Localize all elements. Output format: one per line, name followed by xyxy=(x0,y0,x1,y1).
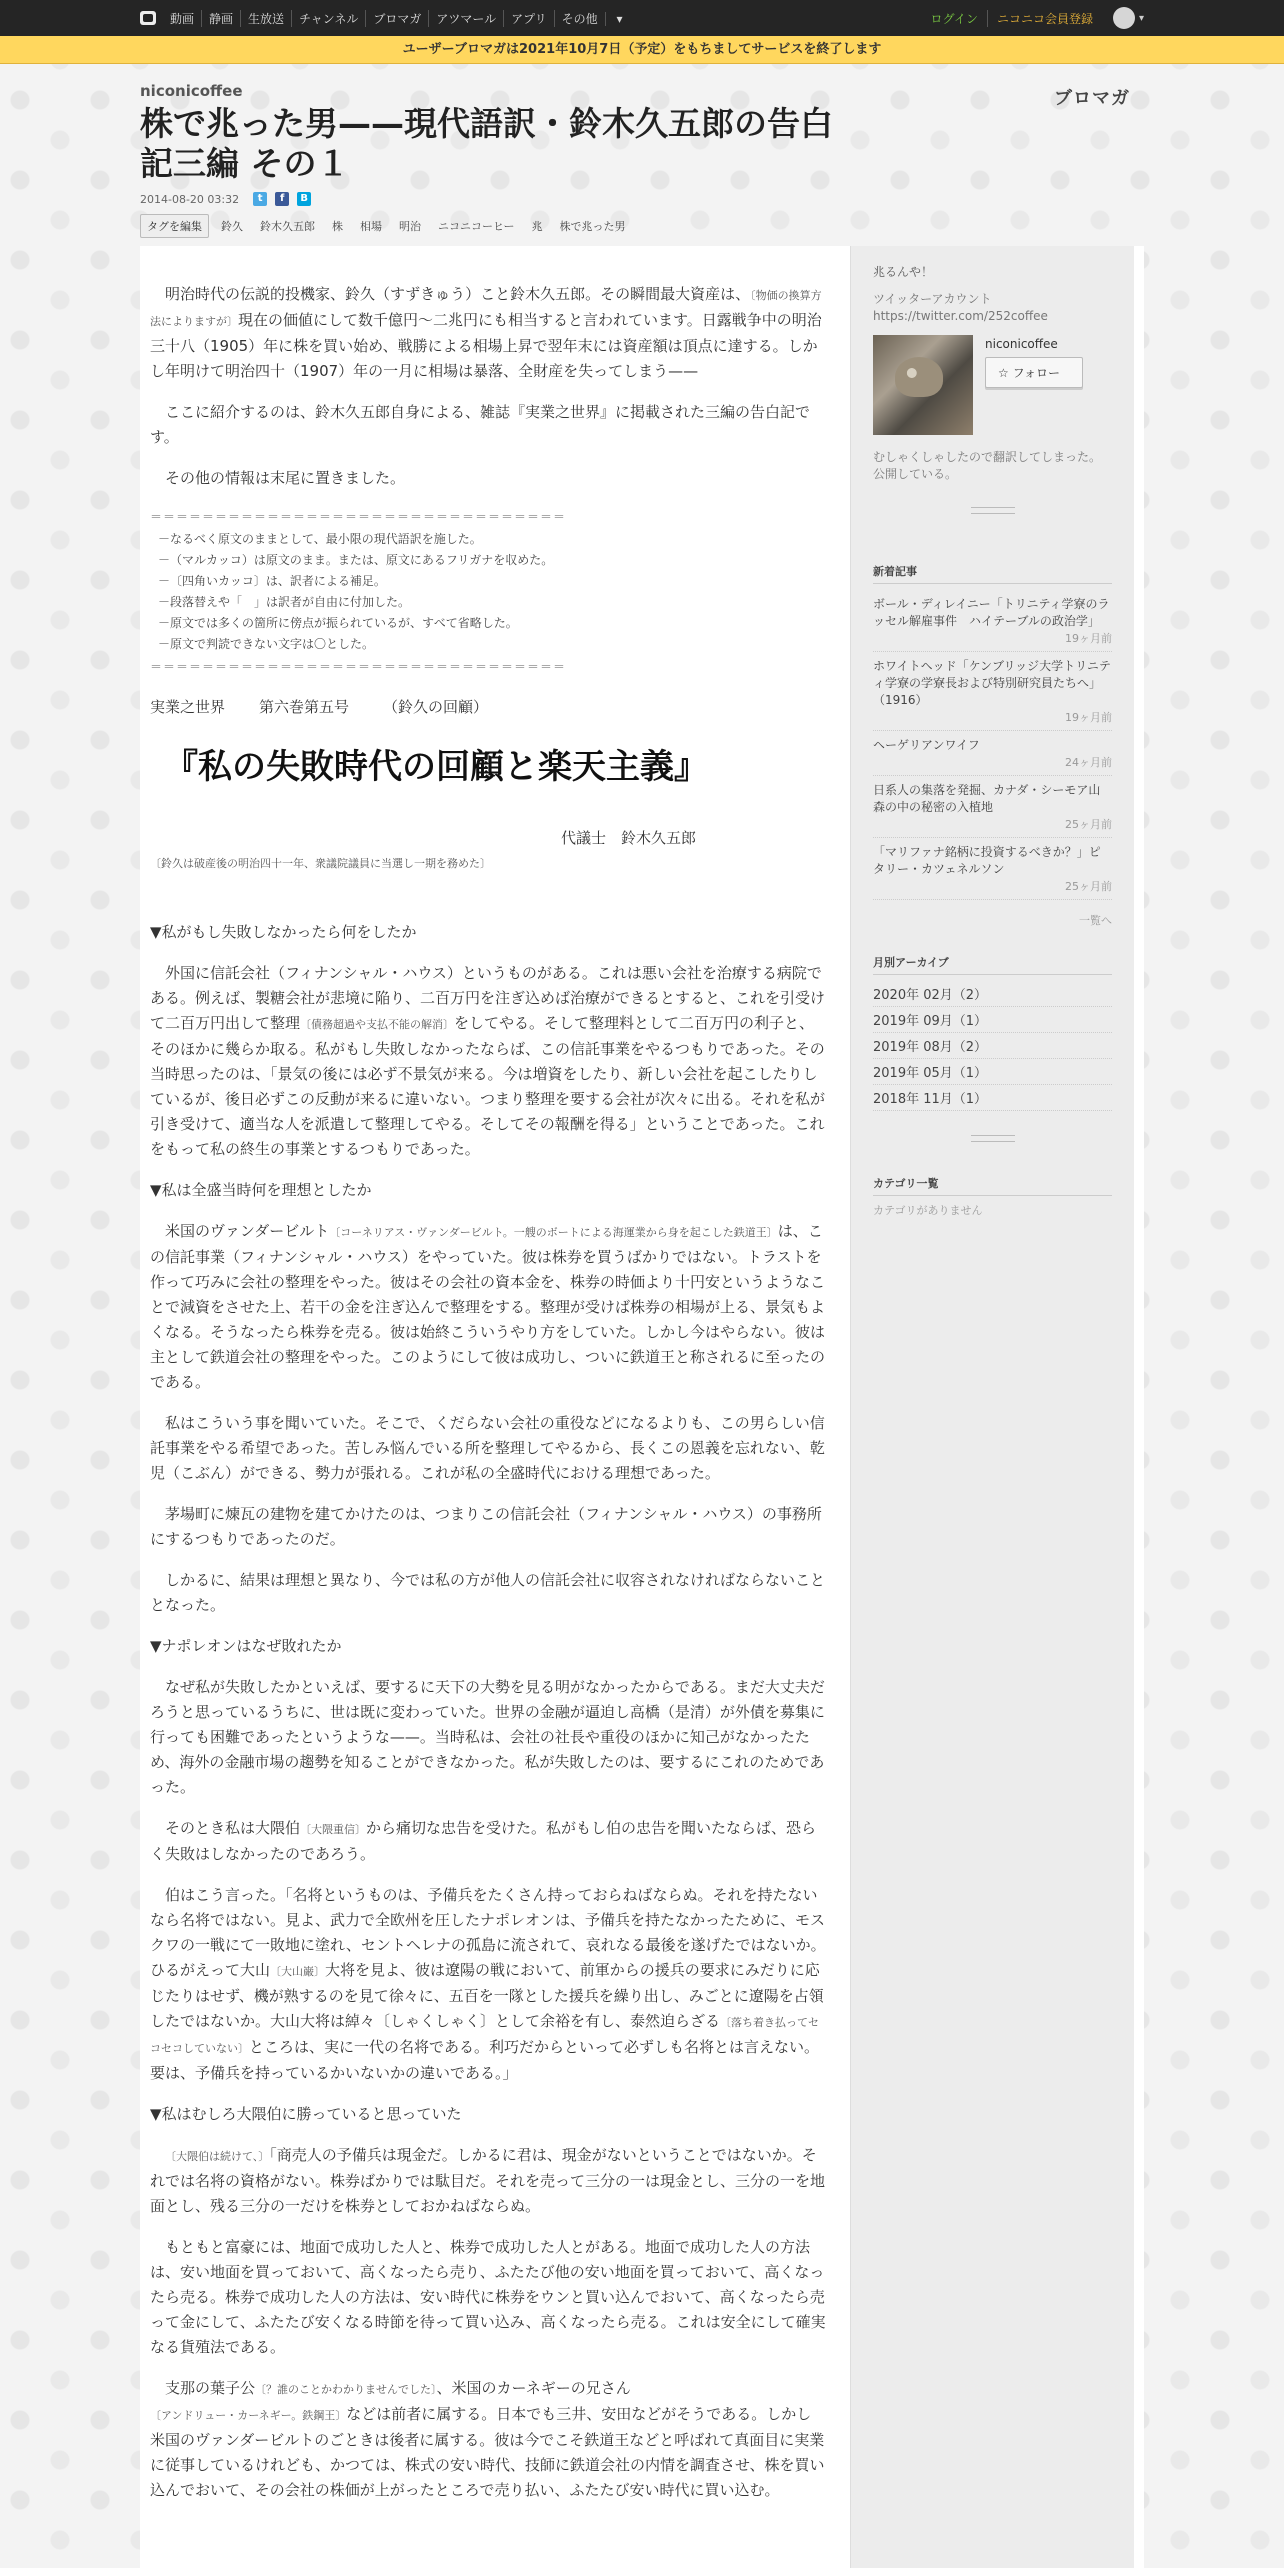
category-box xyxy=(851,1147,1134,1236)
body-paragraph xyxy=(150,1816,826,1867)
magazine-author: （鈴久の回顧） xyxy=(383,698,489,716)
body-paragraph xyxy=(150,2143,826,2219)
body-paragraph xyxy=(150,1219,826,1395)
profile-twitter: ツイッターアカウント https://twitter.com/252coffee xyxy=(873,292,1048,323)
translator-note: 〔大隈伯は続けて、〕 xyxy=(165,2150,270,2163)
section-separator xyxy=(851,501,1134,519)
tag-item[interactable]: 明治 xyxy=(399,220,421,233)
login-link[interactable]: ログイン xyxy=(922,10,988,27)
body-paragraph: 私はこういう事を聞いていた。そこで、くだらない会社の重役などになるよりも、この男らしい信託事業をやる希望であった。苦しみ悩んでいる所を整理してやるから、長くこの恩義を忘れない、乾児（こぶん）ができる、勢力が張れる。これが私の全盛時代における理想であった。 xyxy=(150,1414,825,1482)
profile-tagline: 兆るんや！ xyxy=(873,265,934,279)
archive-item[interactable]: 2019年 05月（1） xyxy=(873,1059,1112,1085)
translator-note: 〔？誰のことかわかりませんでした〕 xyxy=(255,2383,437,2396)
recent-articles xyxy=(851,519,1134,1129)
archive-item[interactable]: 2019年 08月（2） xyxy=(873,1033,1112,1059)
tag-item[interactable]: 鈴木久五郎 xyxy=(260,220,315,233)
translator-note: 〔落ち着き払ってセコセコしていない〕 xyxy=(150,2016,820,2055)
register-link[interactable]: ニコニコ会員登録 xyxy=(996,11,1093,26)
magazine-issue: 第六巻第五号 xyxy=(259,698,350,716)
follow-label: フォロー xyxy=(1012,366,1060,380)
chevron-down-icon[interactable]: ▾ xyxy=(1138,12,1144,24)
profile-name[interactable]: niconicoffee xyxy=(985,337,1058,351)
article-title: 株で兆った男——現代語訳・鈴木久五郎の告白記三編 その１ xyxy=(140,104,833,183)
article-body xyxy=(140,246,850,2568)
recent-article-time: 25ヶ月前 xyxy=(1065,818,1112,831)
recent-article-time: 24ヶ月前 xyxy=(1065,756,1112,769)
rule-item: －〔四角いカッコ〕は、訳者による補足。 xyxy=(158,574,386,588)
body-paragraph xyxy=(150,2376,826,2503)
recent-articles-title: 新着記事 xyxy=(873,563,1112,584)
recent-article-item[interactable] xyxy=(873,731,1112,776)
text: 支那の葉子公 xyxy=(165,2379,256,2397)
rule-item: －なるべく原文のままとして、最小限の現代語訳を施した。 xyxy=(158,532,482,546)
archive-item[interactable]: 2019年 09月（1） xyxy=(873,1007,1112,1033)
recent-article-title: ボール・ディレイニー「トリニティ学寮のラッセル解雇事件 ハイテーブルの政治学」 xyxy=(873,597,1110,628)
tag-item[interactable]: 株 xyxy=(332,220,343,233)
author-note: 〔鈴久は破産後の明治四十一年、衆議院議員に当選し一期を務めた〕 xyxy=(150,857,491,870)
translator-note: 〔アンドリュー・カーネギー。鉄鋼王〕 xyxy=(150,2409,347,2422)
view-all-link[interactable]: 一覧へ xyxy=(1079,914,1112,927)
archive-item[interactable]: 2020年 02月（2） xyxy=(873,981,1112,1007)
twitter-share-icon[interactable]: t xyxy=(253,192,267,206)
tag-item[interactable]: 鈴久 xyxy=(221,220,243,233)
profile-row xyxy=(873,335,1112,435)
archive-title: 月別アーカイブ xyxy=(873,954,1112,975)
divider-line: ＝＝＝＝＝＝＝＝＝＝＝＝＝＝＝＝＝＝＝＝＝＝＝＝＝＝＝＝＝＝＝＝ xyxy=(150,510,567,524)
profile-box xyxy=(851,246,1134,501)
text: 明治時代の伝説的投機家、鈴久（すずきゅう）こと鈴木久五郎。その瞬間最大資産は、 xyxy=(165,285,751,303)
section-heading: ▼ナポレオンはなぜ敗れたか xyxy=(150,1637,342,1655)
section-heading: ▼私は全盛当時何を理想としたか xyxy=(150,1181,372,1199)
text: 大将を見よ、彼は遼陽の戦において、前軍からの援兵の要求にみだりに応じたりはせず、機が熟するのを見て徐々に、五百を一隊とした援兵を繰り出し、みごとに遼陽を占領したではないか。大山大将は綽々〔しゃくしゃく〕として余裕を有し、泰然迫らざる xyxy=(150,1961,824,2030)
niconico-logo-icon[interactable] xyxy=(140,11,156,25)
recent-article-time: 19ヶ月前 xyxy=(1065,632,1112,645)
nav-links xyxy=(170,10,637,27)
edit-tags-button[interactable]: タグを編集 xyxy=(140,214,209,238)
profile-right xyxy=(985,335,1083,435)
nav-link-blomaga[interactable]: ブロマガ xyxy=(366,10,429,27)
divider-line: ＝＝＝＝＝＝＝＝＝＝＝＝＝＝＝＝＝＝＝＝＝＝＝＝＝＝＝＝＝＝＝＝ xyxy=(150,660,567,674)
channel-name[interactable]: niconicoffee xyxy=(140,82,243,100)
user-avatar-icon[interactable] xyxy=(1113,7,1135,29)
body-paragraph xyxy=(150,961,826,1162)
text: そのとき私は大隈伯 xyxy=(165,1819,301,1837)
intro-paragraph: その他の情報は末尾に置きました。 xyxy=(165,469,406,487)
nav-link-live[interactable]: 生放送 xyxy=(241,10,292,27)
body-paragraph: もともと富豪には、地面で成功した人と、株券で成功した人とがある。地面で成功した人の方法は、安い地面を買っておいて、高くなったら売り、ふたたび他の安い地面を買っておいて、高くなったら売る。株券で成功した人の方法は、安い時代に株券をウンと買い込んでおいて、高くなったら売って金にして、ふたたび安くなる時節を待って買い込み、高くなったら売る。これは安全にして確実なる貨殖法である。 xyxy=(150,2238,826,2356)
profile-description: むしゃくしゃしたので翻訳してしまった。公開している。 xyxy=(873,450,1102,481)
rule-item: －段落替えや「 」は訳者が自由に付加した。 xyxy=(158,595,411,609)
text: 外国に信託会社（フィナンシャル・ハウス）というものがある。これは悪い会社を治療する病院である。例えば、製糖会社が悲境に陥り、二百万円を注ぎ込めば治療ができるとすると、これを引受けて二百万円出して整理 xyxy=(150,964,826,1032)
translator-note: 〔コーネリアス・ヴァンダービルト。一艘のボートによる海運業から身を起こした鉄道王〕 xyxy=(329,1226,778,1239)
nav-link-seiga[interactable]: 静画 xyxy=(202,10,241,27)
magazine-info xyxy=(150,695,826,720)
facebook-share-icon[interactable]: f xyxy=(275,192,289,206)
star-icon: ☆ xyxy=(998,366,1009,380)
rule-item: －原文では多くの箇所に傍点が振られているが、すべて省略した。 xyxy=(158,616,518,630)
nav-link-atsumaru[interactable]: アツマール xyxy=(429,10,504,27)
recent-article-title: 日系人の集落を発掘、カナダ・シーモア山森の中の秘密の入植地 xyxy=(873,783,1101,814)
recent-article-item[interactable] xyxy=(873,838,1112,900)
profile-intro xyxy=(873,264,1112,325)
memoir-heading: 『私の失敗時代の回顧と楽天主義』 xyxy=(164,747,708,787)
category-empty: カテゴリがありません xyxy=(873,1204,983,1217)
translation-rules xyxy=(150,529,826,655)
translator-note: 〔大山巌〕 xyxy=(270,1965,326,1978)
recent-article-time: 25ヶ月前 xyxy=(1065,880,1112,893)
text: 、米国のカーネギーの兄さん xyxy=(436,2379,631,2397)
text: 現在の価値にして数千億円〜二兆円にも相当すると言われています。日露戦争中の明治三十八（1905）年に株を買い始め、戦勝による相場上昇で翌年末には資産額は頂点に達する。しかし年明けて明治四十（1907）年の一月に相場は暴落、全財産を失ってしまう—— xyxy=(150,311,822,380)
text: 「商売人の予備兵は現金だ。しかるに君は、現金がないということではないか。それでは名将の資格がない。株券ばかりでは駄目だ。それを売って三分の一は現金とし、三分の一を地面とし、残る三分の一だけを株券としておかねばならぬ。 xyxy=(150,2146,826,2215)
tag-item[interactable]: 相場 xyxy=(360,220,382,233)
follow-button[interactable] xyxy=(985,357,1083,388)
tag-item[interactable]: 株で兆った男 xyxy=(559,220,626,233)
magazine-name: 実業之世界 xyxy=(150,698,226,716)
intro-paragraph xyxy=(150,282,826,384)
chevron-down-icon: ▾ xyxy=(616,11,623,26)
body-paragraph xyxy=(150,1883,826,2086)
translator-note: 〔物価の換算方法によりますが〕 xyxy=(150,289,822,328)
text: から痛切な忠告を受けた。私がもし伯の忠告を聞いたならば、恐らく失敗はしなかったのであろう。 xyxy=(150,1819,817,1863)
hatena-bookmark-icon[interactable]: B xyxy=(297,192,311,206)
section-separator xyxy=(851,1129,1134,1147)
nav-link-video[interactable]: 動画 xyxy=(170,10,202,27)
blomaga-logo[interactable]: ブロマガ xyxy=(1054,88,1130,109)
profile-avatar[interactable] xyxy=(873,335,973,435)
sidebar xyxy=(850,246,1134,2568)
text: 伯はこう言った。「名将というものは、予備兵をたくさん持っておらねばならぬ。それを持たないなら名将ではない。見よ、武力で全欧州を圧したナポレオンは、予備兵を持たなかったために、モスクワの一戦にて一敗地に塗れ、セントヘレナの孤島に流されて、哀れなる最後を遂げたではないか。ひるがえって大山 xyxy=(150,1886,826,1979)
nav-link-app[interactable]: アプリ xyxy=(504,10,555,27)
rule-item: －原文で判読できない文字は〇とした。 xyxy=(158,637,375,651)
tag-list xyxy=(140,214,1144,238)
rule-item: －（マルカッコ）は原文のまま。または、原文にあるフリガナを収めた。 xyxy=(158,553,554,567)
section-heading: ▼私はむしろ大隈伯に勝っていると思っていた xyxy=(150,2105,462,2123)
category-title: カテゴリ一覧 xyxy=(873,1175,1112,1196)
recent-article-item[interactable] xyxy=(873,652,1112,731)
text: は、この信託事業（フィナンシャル・ハウス）をやっていた。彼は株券を買うばかりではない。トラストを作って巧みに会社の整理をやった。彼はその会社の資本金を、株券の時価より十円安というようなことで減資をさせた上、若干の金を注ぎ込んで整理をする。整理が受けば株券の相場が上る、景気もよくなる。そうなったら株券を売る。彼は始終こういうやり方をしていた。しかし今はやらない。彼は主として鉄道会社の整理をやった。このようにして彼は成功し、ついに鉄道王と称されるに至ったのである。 xyxy=(150,1222,826,1391)
nav-link-more[interactable] xyxy=(555,10,637,27)
service-end-notice: ユーザーブロマガは2021年10月7日（予定）をもちましてサービスを終了します xyxy=(0,36,1284,64)
publish-date: 2014-08-20 03:32 xyxy=(140,192,240,206)
nav-more-label: その他 xyxy=(562,12,606,26)
recent-article-item[interactable] xyxy=(873,590,1112,652)
memoir-author: 代議士 鈴木久五郎 xyxy=(560,829,696,847)
text: などは前者に属する。日本でも三井、安田などがそうである。しかし米国のヴァンダービルトのごときは後者に属する。彼は今でこそ鉄道王などと呼ばれて真面目に実業に従事しているけれども、かつては、株式の安い時代、技師に鉄道会社の内情を調査させ、株を買い込んでおいて、その会社の株価が上がったところで売り払い、ふたたび安い時代に買い込む。 xyxy=(150,2405,825,2499)
body-paragraph: なぜ私が失敗したかといえば、要するに天下の大勢を見る明がなかったからである。まだ大丈夫だろうと思っているうちに、世は既に変わっていた。世界の金融が逼迫し高橋（是清）が外債を募集に行っても困難であったというような——。当時私は、会社の社長や重役のほかに知己がなかったため、海外の金融市場の趨勢を知ることができなかった。私が失敗したのは、要するにこれのためであった。 xyxy=(150,1678,825,1796)
main-content xyxy=(140,246,1144,2568)
translator-note: 〔債務超過や支払不能の解消〕 xyxy=(300,1018,455,1031)
article-header xyxy=(140,64,1144,246)
recent-article-item[interactable] xyxy=(873,776,1112,838)
tag-item[interactable]: ニコニコーヒー xyxy=(438,220,515,233)
body-paragraph: 茅場町に煉瓦の建物を建てかけたのは、つまりこの信託会社（フィナンシャル・ハウス）の事務所にするつもりであったのだ。 xyxy=(150,1505,822,1548)
text: ところは、実に一代の名将である。利巧だからといって必ずしも名将とは言えない。要は、予備兵を持っているかいないかの違いである。」 xyxy=(150,2038,820,2082)
top-nav xyxy=(0,0,1284,36)
article-meta xyxy=(140,192,1144,206)
recent-article-time: 19ヶ月前 xyxy=(1065,711,1112,724)
translator-note: 〔大隈重信〕 xyxy=(300,1823,367,1836)
text: をしてやる。そして整理料として二百万円の利子と、そのほかに幾らか取る。私がもし失敗しなかったならば、この信託事業をやるつもりであった。その当時思ったのは、「景気の後には必ず不景気が来る。今は増資をしたり、新しい会社を起こしたりしているが、後日必ずこの反動が来るに違いない。つまり整理を要する会社が次々に出る。それを私が引き受けて、適当な人を派遣して整理してやる。そしてその報酬を得る」ということであった。これをもって私の終生の事業とするつもりであった。 xyxy=(150,1014,826,1158)
nav-link-channel[interactable]: チャンネル xyxy=(292,10,366,27)
body-paragraph: しかるに、結果は理想と異なり、今では私の方が他人の信託会社に収容されなければならないこととなった。 xyxy=(150,1571,826,1614)
tag-item[interactable]: 兆 xyxy=(531,220,543,233)
text: 米国のヴァンダービルト xyxy=(165,1222,330,1240)
intro-paragraph: ここに紹介するのは、鈴木久五郎自身による、雑誌『実業之世界』に掲載された三編の告白記です。 xyxy=(150,403,811,446)
recent-article-title: ヘーゲリアンワイフ xyxy=(873,738,980,752)
recent-article-title: 「マリファナ銘柄に投資するべきか？」ピタリー・カツェネルソン xyxy=(873,845,1101,876)
recent-article-title: ホワイトヘッド「ケンブリッジ大学トリニティ学寮の学寮長および特別研究員たちへ」（1916） xyxy=(873,659,1111,707)
section-heading: ▼私がもし失敗しなかったら何をしたか xyxy=(150,923,417,941)
archive-item[interactable]: 2018年 11月（1） xyxy=(873,1085,1112,1111)
